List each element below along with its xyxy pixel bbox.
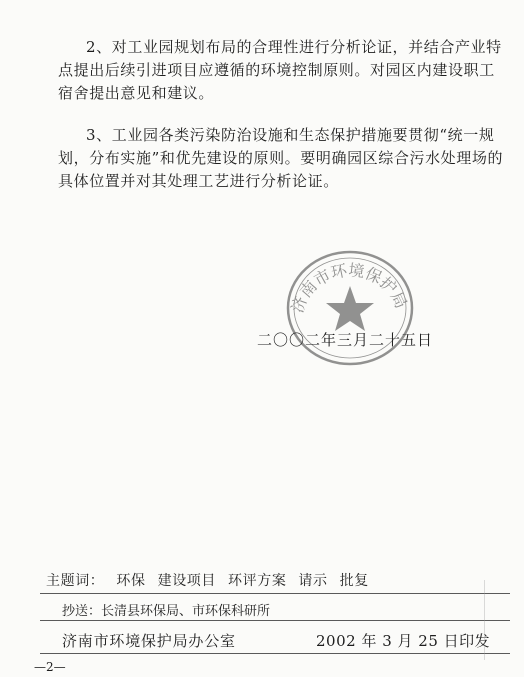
paragraph-3: 3、工业园各类污染防治设施和生态保护措施要贯彻“统一规划，分布实施”和优先建设的原则。要明确园区综合污水处理场的具体位置并对其处理工艺进行分析论证。: [58, 126, 504, 190]
cc-label: 抄送：: [62, 604, 102, 619]
keyword-item: 环评方案: [228, 573, 287, 589]
keyword-item: 环保: [116, 573, 146, 589]
cc-recipients: 长清县环保局、市环保科研所: [101, 604, 271, 619]
keyword-item: 批复: [339, 573, 369, 589]
print-date: 2002 年 3 月 25 日印发: [316, 632, 491, 650]
footer-divider: [40, 620, 510, 621]
scan-edge-line: [484, 580, 485, 660]
keyword-item: 建设项目: [157, 573, 217, 589]
official-seal: [280, 248, 420, 368]
seal-star-icon: [326, 286, 374, 331]
issuing-office: 济南市环境保护局办公室: [62, 632, 236, 650]
footer-divider: [40, 593, 510, 594]
svg-text:济南市环境保护局: 济南市环境保护局: [287, 260, 411, 316]
page-number: —2—: [34, 660, 66, 674]
cc-line: [62, 600, 270, 619]
keyword-item: 请示: [298, 573, 328, 589]
keywords-label: 主题词：: [46, 573, 105, 589]
footer-divider: [40, 653, 510, 654]
keywords-line: [46, 570, 381, 590]
signature-date: 二〇〇二年三月二十五日: [257, 331, 434, 349]
paragraph-2: 2、对工业园规划布局的合理性进行分析论证，并结合产业特点提出后续引进项目应遵循的环境控制原则。对园区内建设职工宿舍提出意见和建议。: [58, 38, 502, 102]
